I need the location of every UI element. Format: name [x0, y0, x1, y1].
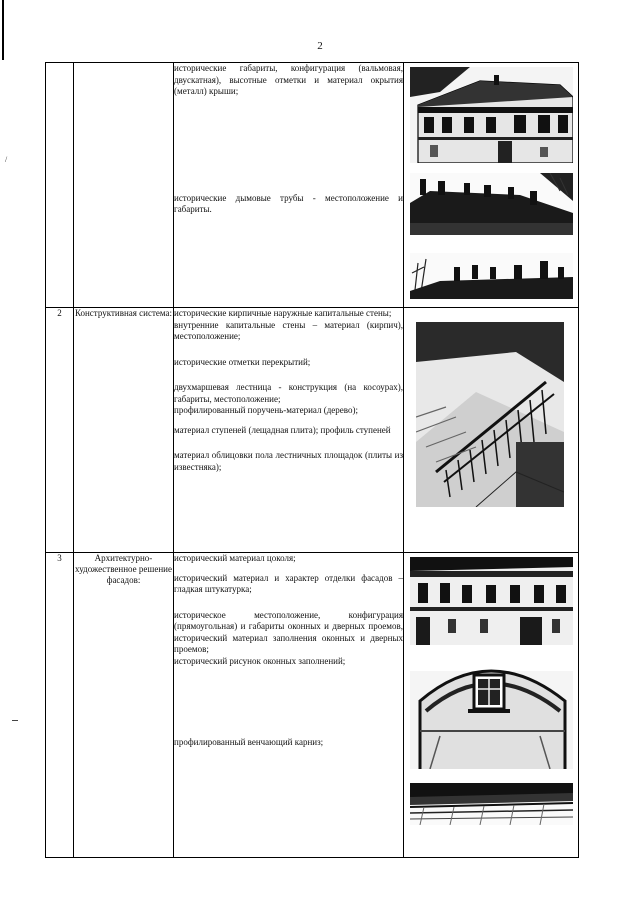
desc-paragraph: профилированный поручень-материал (дерево); [174, 405, 358, 415]
facade-photo [410, 557, 573, 645]
row-description [174, 308, 404, 553]
row-number [46, 63, 74, 308]
row-number: 2 [46, 308, 74, 553]
desc-paragraph: исторический рисунок оконных заполнений; [174, 655, 346, 666]
desc-paragraph: исторические дымовые трубы - местоположение и габариты. [174, 192, 403, 214]
desc-paragraph: профилированный венчающий карниз; [174, 737, 324, 747]
page-number: 2 [317, 40, 323, 52]
rounded-corner-window-photo [410, 651, 573, 769]
chimneys-photo-1 [410, 173, 573, 235]
desc-paragraph: внутренние капитальные стены – материал (кирпич), местоположение; [174, 319, 403, 341]
row-photos [404, 63, 579, 308]
staircase-photo [416, 322, 564, 507]
protection-subjects-table [45, 62, 579, 858]
desc-paragraph: исторические кирпичные наружные капитальные стены; [174, 308, 392, 318]
desc-paragraph: исторические габариты, конфигурация (вальмовая, двускатная), высотные отметки и материал окрытия (металл) крыши; [174, 63, 403, 96]
row-number: 3 [46, 553, 74, 858]
row-description [174, 63, 404, 308]
desc-paragraph: материал ступеней (лещадная плита); профиль ступеней [174, 424, 391, 435]
cornice-photo [410, 783, 573, 825]
row-name [74, 63, 174, 308]
chimneys-photo-2 [410, 253, 573, 299]
desc-paragraph: исторический материал и характер отделки фасадов – гладкая штукатурка; [174, 572, 403, 594]
scan-artifact: / [5, 155, 8, 164]
row-name: Архитектурно-художественное решение фасадов: [74, 553, 174, 858]
table-row [46, 308, 579, 553]
row-description [174, 553, 404, 858]
table-row [46, 63, 579, 308]
building-roof-photo [410, 67, 573, 163]
row-name: Конструктивная система: [74, 308, 174, 553]
scan-artifact [12, 720, 18, 721]
desc-paragraph: историческое местоположение, конфигурация (прямоугольная) и габариты оконных и дверных проемов, исторический материал заполнения оконных и дверных проемов; [174, 609, 403, 654]
desc-paragraph: двухмаршевая лестница - конструкция (на косоурах), габариты, местоположение; [174, 382, 403, 404]
row-photos [404, 308, 579, 553]
desc-paragraph: исторический материал цоколя; [174, 553, 296, 563]
table-row [46, 553, 579, 858]
desc-paragraph: исторические отметки перекрытий; [174, 356, 311, 367]
row-photos [404, 553, 579, 858]
desc-paragraph: материал облицовки пола лестничных площадок (плиты из известняка); [174, 450, 403, 472]
